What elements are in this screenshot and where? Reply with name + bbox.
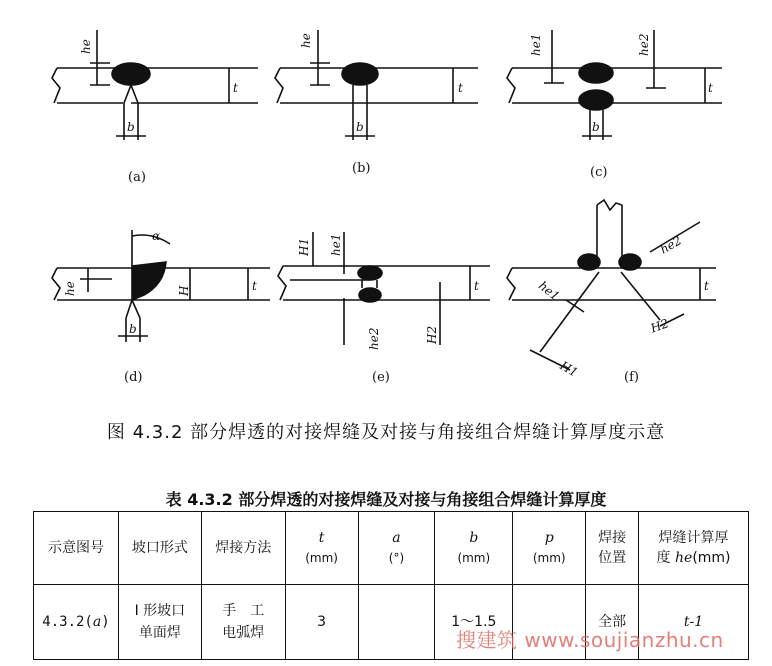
cell-he: t-1: [639, 585, 749, 660]
header-groove-type: 坡口形式: [118, 512, 201, 585]
dim-he-b: he: [299, 33, 313, 48]
panel-c-label: (c): [590, 165, 608, 180]
header-calc-thickness: [639, 512, 749, 585]
dim-alpha-d: α: [152, 229, 161, 243]
dim-b-a: b: [127, 120, 135, 134]
cell-welding-method: [201, 585, 285, 660]
dim-t-f: t: [704, 279, 709, 293]
figure-no-suffix: ): [101, 614, 110, 630]
header-t-unit: (mm): [305, 551, 338, 565]
header-b: [435, 512, 513, 585]
panel-b-label: (b): [352, 161, 371, 176]
panel-e-label: (e): [372, 370, 390, 385]
dim-he1-f: he1: [535, 278, 563, 304]
header-calc-prefix: 度: [656, 550, 675, 566]
header-a: [358, 512, 435, 585]
cell-figure-no: [34, 585, 119, 660]
dim-t-c: t: [708, 81, 713, 95]
figure-no-letter: a: [92, 614, 102, 630]
dim-b-b: b: [356, 120, 364, 134]
dim-H1-f: H1: [557, 358, 581, 380]
header-p-unit: (mm): [532, 551, 566, 565]
header-position-line2: 位置: [598, 550, 627, 566]
panel-a-label: (a): [128, 170, 146, 185]
header-t: [285, 512, 358, 585]
header-a-symbol: a: [392, 530, 401, 546]
cell-b: 1～1.5: [435, 585, 513, 660]
dim-b-c: b: [592, 120, 600, 134]
dim-H1-e: H1: [297, 237, 311, 256]
cell-t: 3: [285, 585, 358, 660]
dim-H2-e: H2: [425, 325, 439, 344]
dim-b-d: b: [129, 322, 137, 336]
groove-line2: 单面焊: [138, 625, 181, 641]
panel-d-label: (d): [124, 370, 143, 385]
header-calc-suffix: (mm): [692, 550, 731, 566]
figure-no-prefix: 4.3.2(: [42, 614, 93, 630]
dim-he2-f: he2: [657, 233, 685, 257]
header-a-unit: (°): [388, 551, 405, 565]
header-welding-method: 焊接方法: [201, 512, 285, 585]
panel-d-diagram: [52, 230, 270, 342]
dim-he2-e: he2: [367, 327, 381, 350]
table-header-row: [34, 512, 749, 585]
header-position-line1: 焊接: [598, 530, 627, 546]
header-calc-line1: 焊缝计算厚: [658, 530, 729, 546]
method-line2: 电弧焊: [222, 625, 265, 641]
dim-t-b: t: [458, 81, 463, 95]
dim-he2-c: he2: [637, 33, 651, 56]
dim-t-a: t: [233, 81, 238, 95]
dim-H2-f: H2: [648, 316, 671, 336]
header-calc-symbol: he: [675, 550, 693, 566]
header-b-symbol: b: [469, 530, 479, 546]
dim-he-d: he: [63, 281, 77, 296]
cell-groove-type: [118, 585, 201, 660]
figure-caption: 图 4.3.2 部分焊透的对接焊缝及对接与角接组合焊缝计算厚度示意: [106, 422, 666, 443]
dim-he-a: he: [79, 39, 93, 54]
panel-f-label: (f): [624, 370, 639, 385]
table-title: 表 4.3.2 部分焊透的对接焊缝及对接与角接组合焊缝计算厚度: [165, 490, 607, 509]
header-t-symbol: t: [318, 530, 325, 546]
header-figure-no: 示意图号: [34, 512, 119, 585]
header-b-unit: (mm): [457, 551, 491, 565]
header-p-symbol: p: [544, 530, 554, 546]
cell-a: [358, 585, 435, 660]
groove-line1: I 形坡口: [134, 603, 186, 619]
dim-t-e: t: [474, 279, 479, 293]
header-position: [586, 512, 639, 585]
dim-H-d: H: [177, 285, 191, 296]
cell-position: 全部: [586, 585, 639, 660]
method-line1: 手 工: [222, 603, 265, 619]
dim-t-d: t: [252, 279, 257, 293]
dim-he1-e: he1: [329, 233, 343, 256]
watermark: 搜建筑 www.soujianzhu.cn: [456, 628, 724, 652]
header-p: [513, 512, 586, 585]
dim-he1-c: he1: [529, 33, 543, 56]
